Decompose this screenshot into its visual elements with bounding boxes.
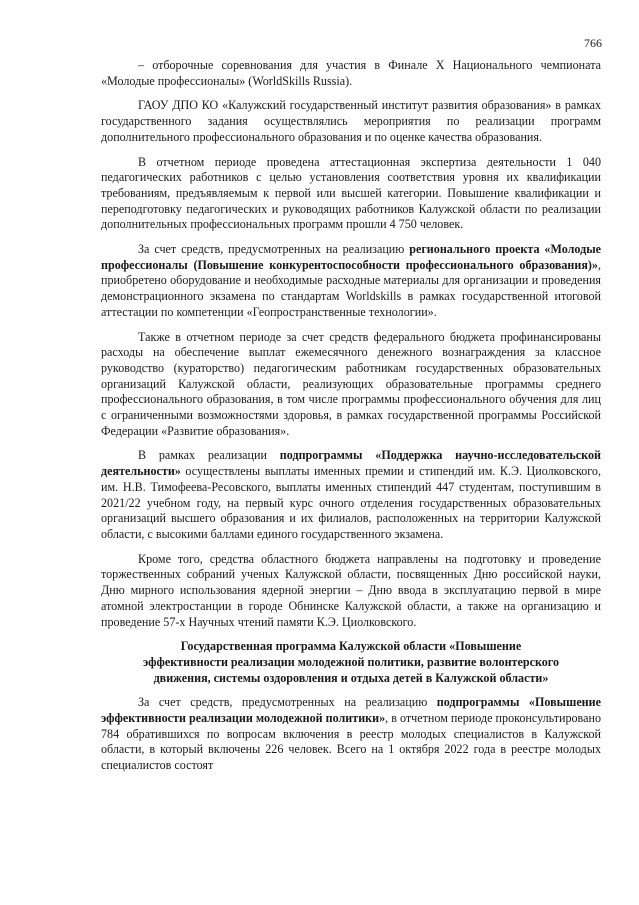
section-heading-line: Государственная программа Калужской области «Повышение (180, 639, 522, 654)
paragraph-kaluga-institute: ГАОУ ДПО КО «Калужский государственный институт развития образования» в рамках государственного задания осуществлялись мероприятия по реализации программ дополнительного профессионального образования и по оценке качества образования. (101, 98, 601, 144)
paragraph-attestation: В отчетном периоде проведена аттестационная экспертиза деятельности 1 040 педагогических работников с целью установления соответствия уровня их квалификации требованиям, предъявляемым к первой или высшей категории. Повышение квалификации и переподготовку педагогических и руководящих работников Калужской области по реализации дополнительных профессиональных программ прошли 4 750 человек. (101, 154, 601, 232)
paragraph-tail: , в отчетном периоде проконсультировано 784 обратившихся по вопросам включения в реестр молодых специалистов в Калужской области, в который включены 226 человек. Всего на 1 октября 2022 года в реестре молодых специалистов состоят (101, 711, 601, 773)
paragraph-worldskills-finals: – отборочные соревнования для участия в Финале X Национального чемпионата «Молодые профессионалы» (WorldSkills Russia). (101, 58, 601, 88)
paragraph-tail: осуществлены выплаты именных премии и стипендий им. К.Э. Циолковского, им. Н.В. Тимофеева-Ресовского, выплаты именных стипендий 447 студентам, поступившим в 2021/22 учебном году, на первый курс очного отделения государственных образовательных организаций высшего образования и их филиалов, расположенных на территории Калужской области, с высокими баллами единого государственного экзамена. (101, 464, 601, 541)
paragraph-bold: регионального проекта «Молодые профессионалы (Повышение конкурентоспособности профессионального образования)» (101, 242, 602, 272)
section-heading-line: движения, системы оздоровления и отдыха детей в Калужской области» (153, 670, 549, 685)
paragraph-regional-budget: Кроме того, средства областного бюджета направлены на подготовку и проведение торжественных собраний ученых Калужской области, посвященных Дню российской науки, Дню мирного использования ядерной энергии – Дню ввода в эксплуатацию первой в мире атомной электростанции в городе Обнинске Калужской области, а также на организацию и проведение 57-х Научных чтений памяти К.Э. Циолковского. (101, 551, 601, 629)
paragraph-bold: подпрограммы «Поддержка научно-исследовательской деятельности» (101, 448, 602, 479)
paragraph-lead: В рамках реализации (138, 448, 280, 463)
paragraph-tail: , приобретено оборудование и необходимые расходные материалы для организации и проведения демонстрационного экзамена по стандартам Worldskills в рамках государственной итоговой аттестации по компетенции «Геопространственные технологии». (101, 257, 601, 319)
paragraph-young-professionals-project (101, 242, 601, 321)
page-number: 766 (584, 36, 602, 50)
section-heading (101, 639, 601, 686)
paragraph-youth-policy (101, 695, 601, 774)
paragraph-bold: подпрограммы «Повышение эффективности реализации молодежной политики» (101, 695, 601, 726)
paragraph-lead: За счет средств, предусмотренных на реализацию (138, 695, 437, 710)
paragraph-lead: За счет средств, предусмотренных на реализацию (138, 242, 410, 257)
section-heading-line: эффективности реализации молодежной политики, развитие волонтерского (142, 654, 560, 669)
paragraph-federal-budget: Также в отчетном периоде за счет средств федерального бюджета профинансированы расходы на обеспечение выплат ежемесячного денежного вознаграждения за классное руководство (кураторство) педагогическим работникам государственных образовательных организаций Калужской области, реализующих образовательные программы среднего профессионального образования, в том числе программы профессионального обучения для лиц с ограниченными возможностями здоровья, в рамках государственной программы Российской Федерации «Развитие образования». (101, 329, 601, 438)
paragraph-research-support (101, 448, 601, 542)
